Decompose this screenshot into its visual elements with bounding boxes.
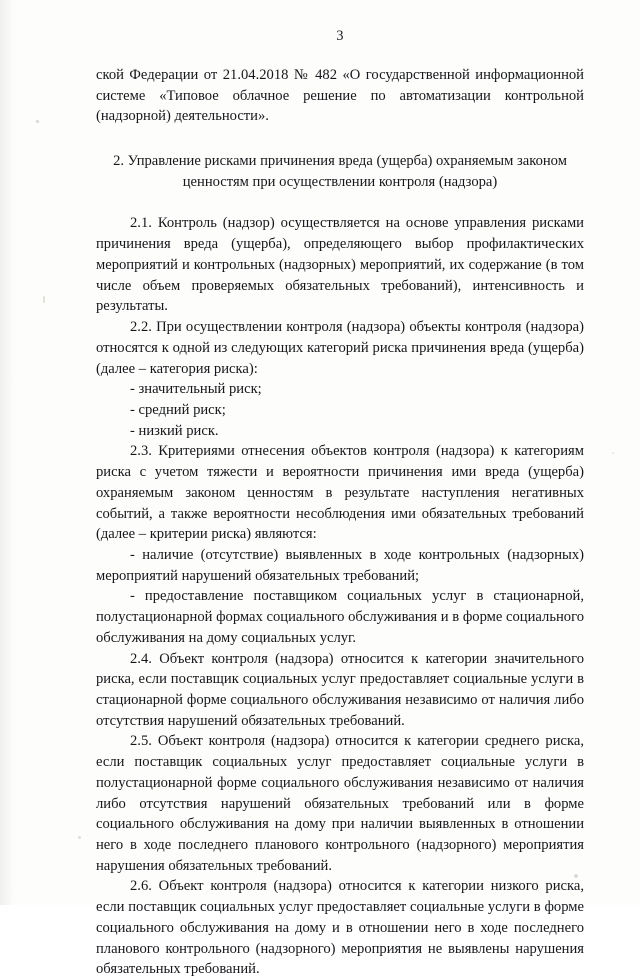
list-item-risk-significant: - значительный риск; [130, 381, 262, 398]
page-number: 3 [336, 28, 344, 44]
scan-speck [574, 874, 578, 878]
paragraph-2-3: 2.3. Критериями отнесения объектов контроля (надзора) к категориям риска с учетом тяжести и вероятности причинения ими вреда (ущерба) охраняемым законом ценностям в результате наступления негативных событий, а также вероятности несоблюдения ими обязательных требований (далее – критерии риска) являются: [96, 443, 584, 543]
paragraph-2-5: 2.5. Объект контроля (надзора) относится к категории среднего риска, если поставщик социальных услуг предоставляет социальные услуги в полустационарной форме социального обслуживания независимо от наличия либо отсутствия нарушений обязательных требований или в форме социального обслуживания на дому при наличии выявленных в отношении него в ходе последнего планового контрольного (надзорного) мероприятия нарушения обязательных требований. [96, 733, 584, 874]
paragraph-2-4: 2.4. Объект контроля (надзора) относится к категории значительного риска, если поставщик социальных услуг предоставляет социальные услуги в стационарной форме социального обслуживания независимо от наличия либо отсутствия нарушений обязательных требований. [96, 650, 584, 729]
paragraph-2-6: 2.6. Объект контроля (надзора) относится к категории низкого риска, если поставщик социальных услуг предоставляет социальные услуги в форме социального обслуживания на дому и в отношении него в ходе последнего планового контрольного (надзорного) мероприятия не выявлены нарушения обязательных требований. [96, 878, 584, 978]
section-heading: 2. Управление рисками причинения вреда (ущерба) охраняемым законом ценностям при осуществлении контроля (надзора) [113, 153, 567, 191]
page-edge-shadow [0, 0, 14, 905]
scan-speck [78, 836, 81, 839]
list-item-criterion-1: - наличие (отсутствие) выявленных в ходе контрольных (надзорных) мероприятий нарушений обязательных требований; [96, 546, 584, 584]
scan-speck [43, 296, 45, 303]
paragraph-2-2: 2.2. При осуществлении контроля (надзора) объекты контроля (надзора) относятся к одной из следующих категорий риска причинения вреда (ущерба) (далее – категория риска): [96, 319, 584, 377]
document-body [96, 65, 584, 980]
paragraph-2-1: 2.1. Контроль (надзор) осуществляется на основе управления рисками причинения вреда (ущерба), определяющего выбор профилактических мероприятий и контрольных (надзорных) мероприятий, их содержание (в том числе объем проверяемых обязательных требований), интенсивность и результаты. [96, 215, 584, 315]
scan-speck [36, 120, 39, 123]
scan-speck [612, 452, 614, 454]
list-item-criterion-2: - предоставление поставщиком социальных услуг в стационарной, полустационарной формах социального обслуживания и в форме социального обслуживания на дому социальных услуг. [96, 588, 584, 646]
list-item-risk-low: - низкий риск. [130, 422, 219, 439]
paragraph-intro: ской Федерации от 21.04.2018 № 482 «О государственной информационной системе «Типовое облачное решение по автоматизации контрольной (надзорной) деятельности». [96, 67, 584, 125]
list-item-risk-medium: - средний риск; [130, 401, 226, 418]
